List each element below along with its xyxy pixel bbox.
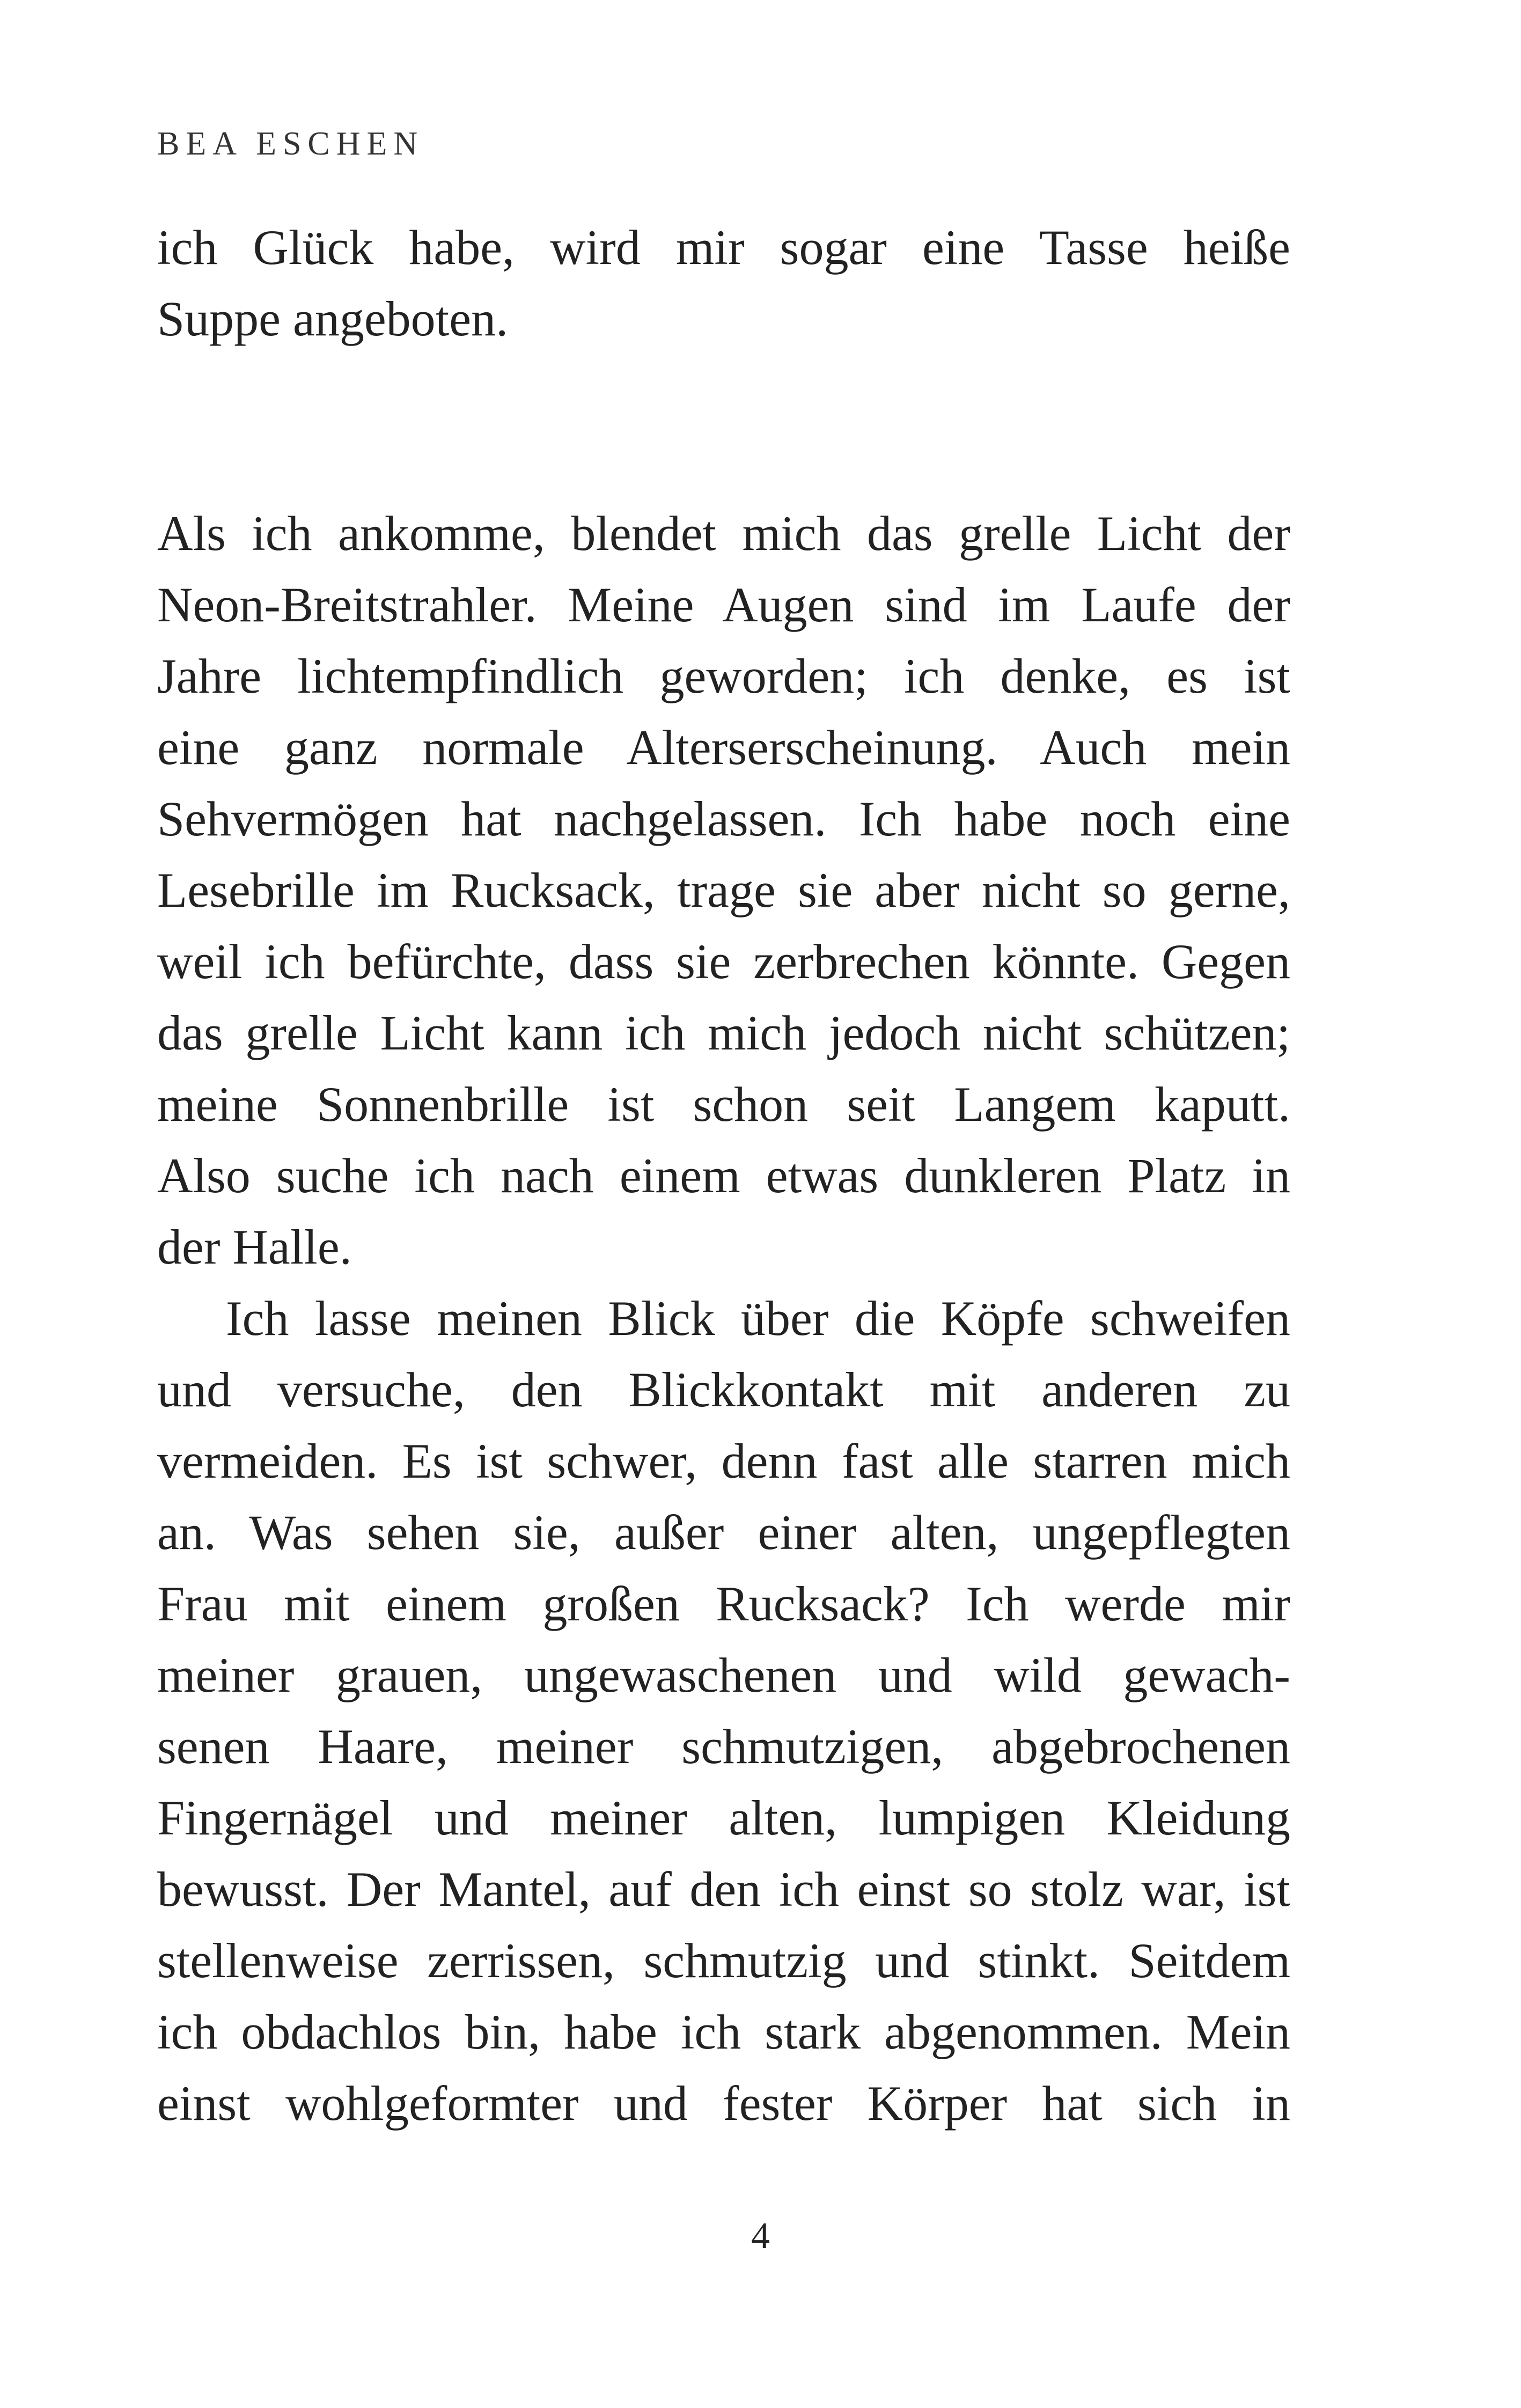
text-line: vermeiden. Es ist schwer, denn fast alle starren mich (157, 1434, 1290, 1488)
text-line: Ich lasse meinen Blick über die Köpfe schweifen (226, 1291, 1290, 1346)
text-line: eine ganz normale Alterserscheinung. Auch mein (157, 720, 1290, 775)
text-line: einst wohlgeformter und fester Körper hat sich in (157, 2076, 1290, 2131)
text-line: Sehvermögen hat nachgelassen. Ich habe noch eine (157, 791, 1290, 846)
text-line: Neon-Breitstrahler. Meine Augen sind im Laufe der (157, 577, 1290, 632)
text-line: Lesebrille im Rucksack, trage sie aber nicht so gerne, (157, 863, 1290, 917)
text-line: ich obdachlos bin, habe ich stark abgenommen. Mein (157, 2005, 1290, 2059)
page-number: 4 (751, 2215, 770, 2257)
text-line: Jahre lichtempfindlich geworden; ich denke, es ist (157, 649, 1290, 703)
text-line: bewusst. Der Mantel, auf den ich einst so stolz war, ist (157, 1862, 1290, 1917)
text-line: Also suche ich nach einem etwas dunkleren Platz in (157, 1148, 1290, 1203)
running-header-author: BEA ESCHEN (157, 126, 424, 162)
text-line: das grelle Licht kann ich mich jedoch nicht schützen; (157, 1005, 1290, 1060)
text-line: und versuche, den Blickkontakt mit anderen zu (157, 1362, 1290, 1417)
text-line: Suppe angeboten. (157, 291, 509, 346)
text-line: meiner grauen, ungewaschenen und wild gewach- (157, 1648, 1290, 1702)
text-line: Fingernägel und meiner alten, lumpigen Kleidung (157, 1790, 1290, 1845)
text-line: ich Glück habe, wird mir sogar eine Tasse heiße (157, 220, 1290, 275)
text-line: weil ich befürchte, dass sie zerbrechen könnte. Gegen (157, 934, 1290, 989)
text-line: senen Haare, meiner schmutzigen, abgebrochenen (157, 1719, 1290, 1774)
text-line: an. Was sehen sie, außer einer alten, ungepflegten (157, 1505, 1290, 1560)
text-line: stellenweise zerrissen, schmutzig und stinkt. Seitdem (157, 1933, 1290, 1988)
text-line: Frau mit einem großen Rucksack? Ich werde mir (157, 1576, 1290, 1631)
text-line: meine Sonnenbrille ist schon seit Langem kaputt. (157, 1077, 1290, 1132)
text-line: der Halle. (157, 1220, 352, 1274)
text-line: Als ich ankomme, blendet mich das grelle Licht der (157, 506, 1290, 561)
